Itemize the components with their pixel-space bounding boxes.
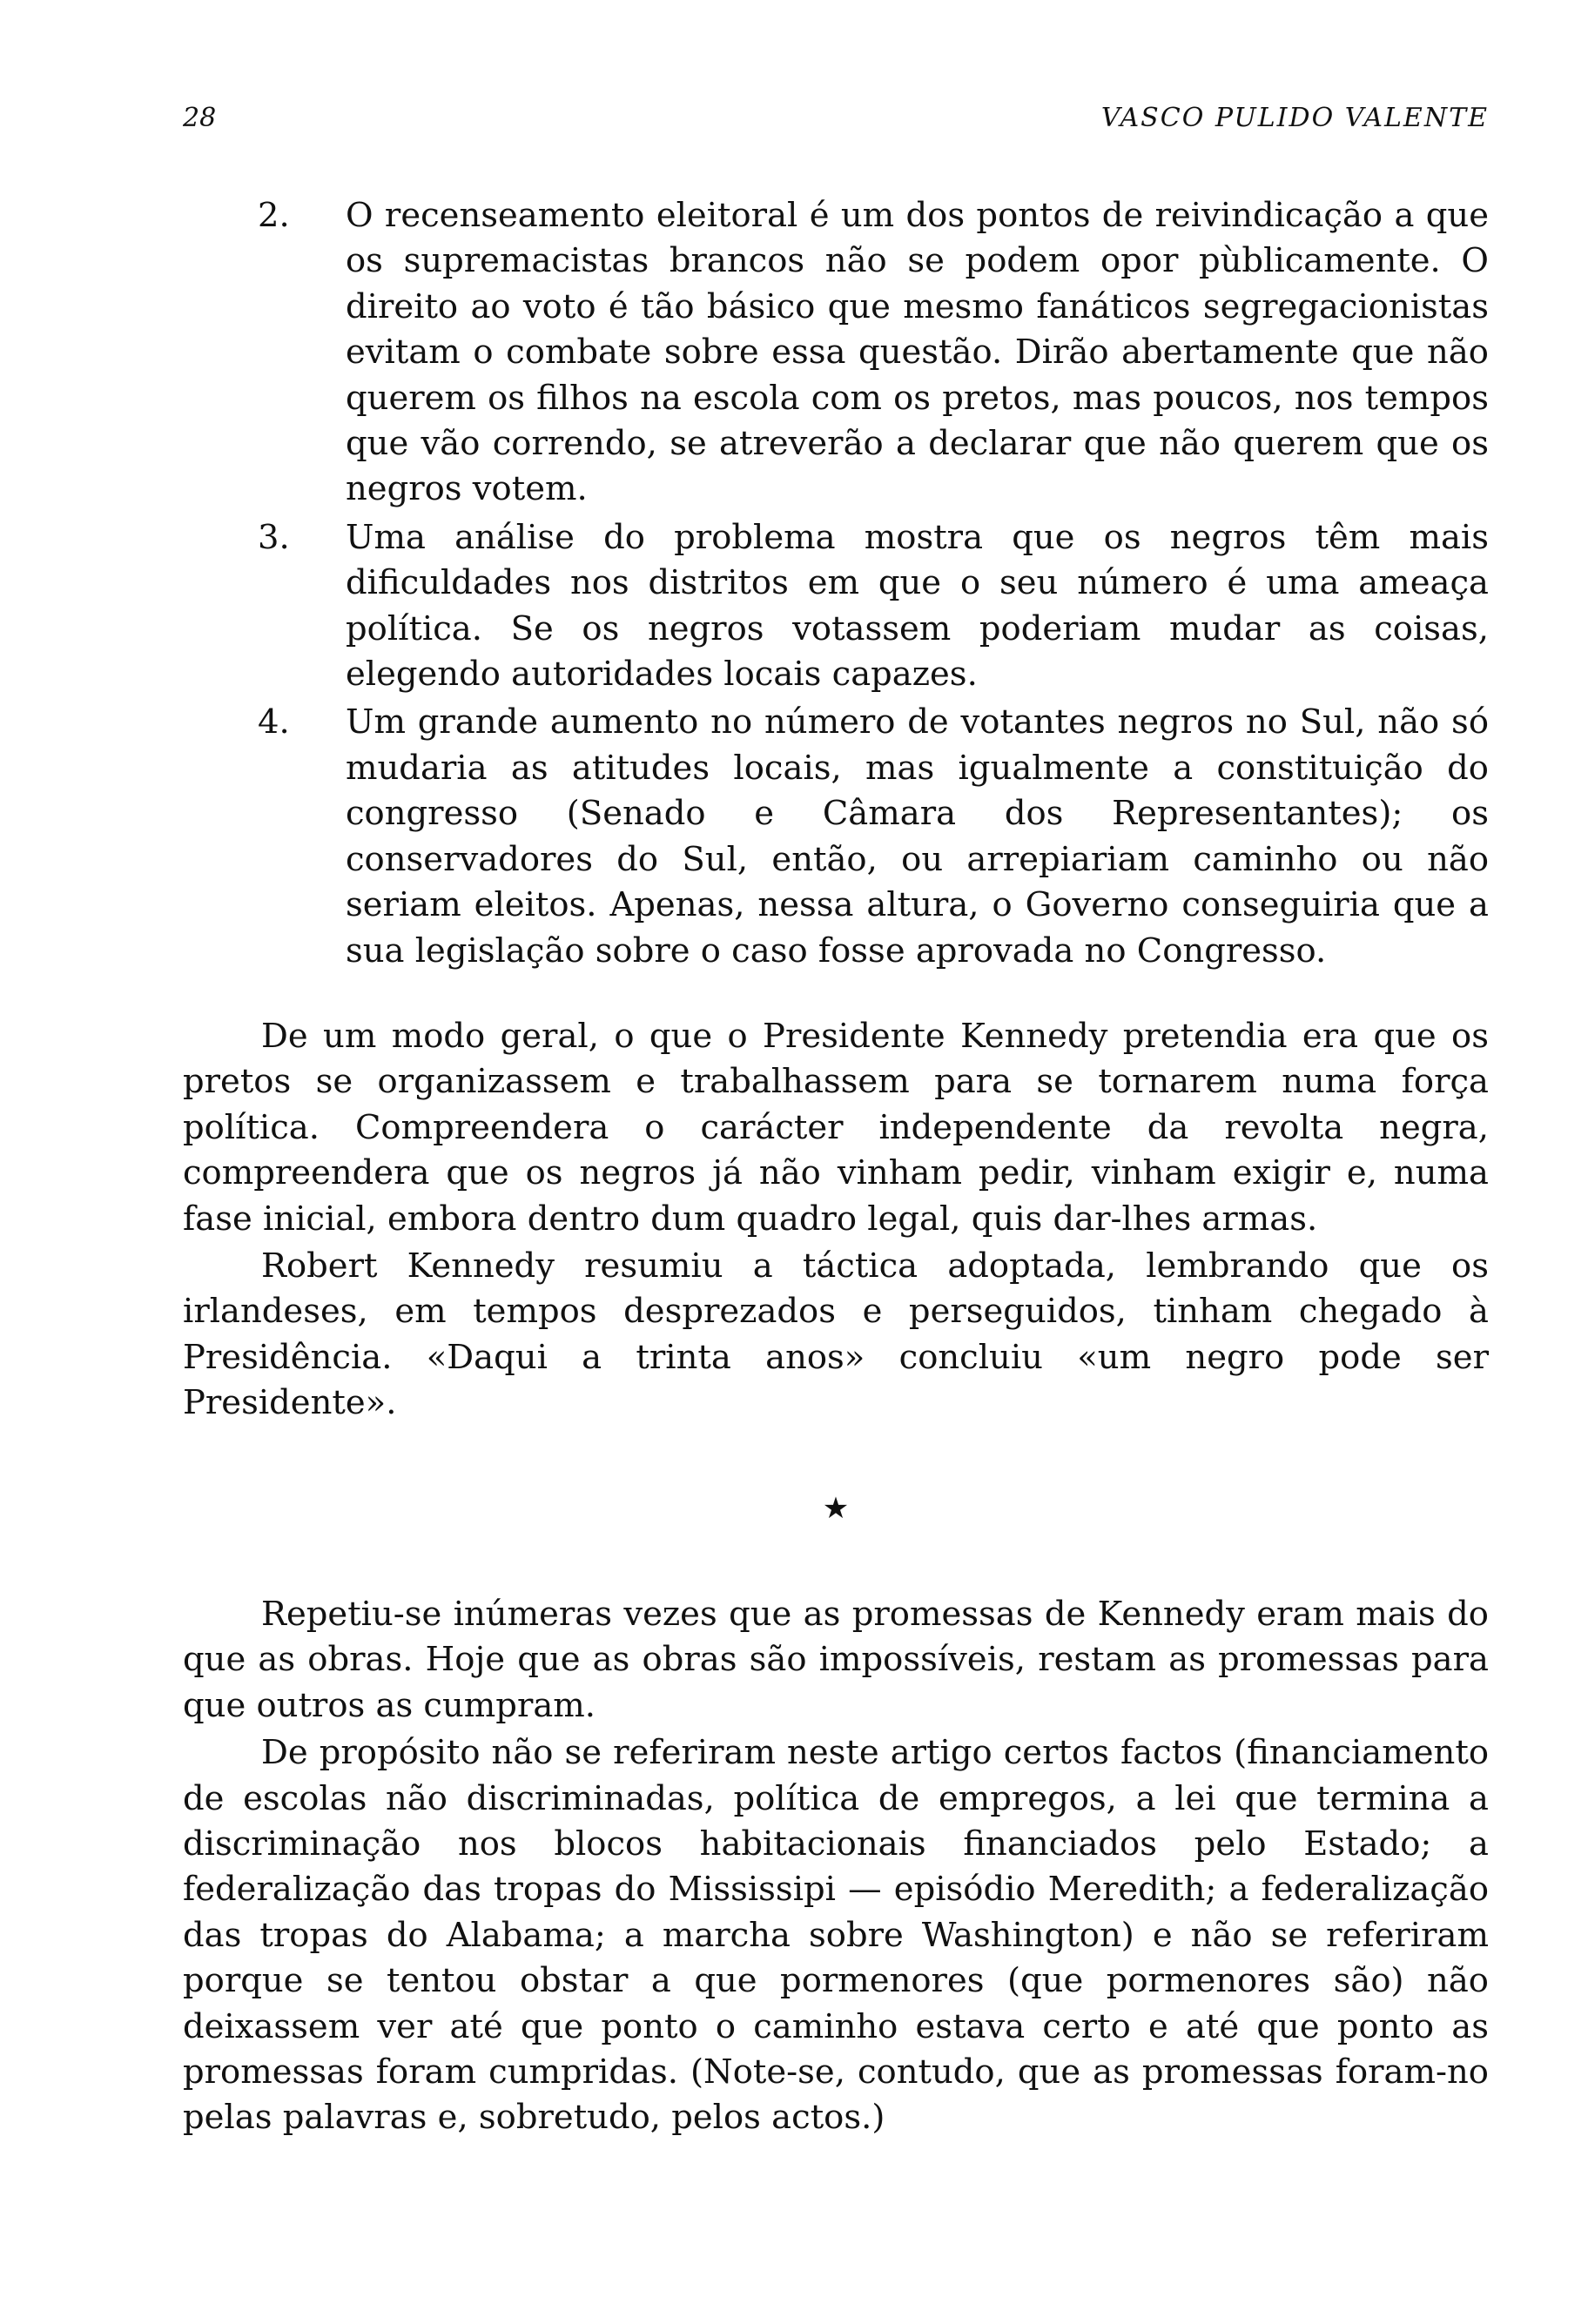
list-item-text: Uma análise do problema mostra que os negros têm mais dificuldades nos distritos em que o seu número é uma ameaça política. Se os negros votassem poderiam mudar as coisas, elegendo autoridades locais capazes. [346,517,1489,695]
list-item-number: 4. [258,702,290,742]
page-body [183,193,1489,2141]
list-item [183,193,1489,513]
paragraph: De propósito não se referiram neste artigo certos factos (financiamento de escolas não discriminadas, política de empregos, a lei que termina a discriminação nos blocos habitacionais financiados pelo Estado; a federalização das tropas do Mississipi — episódio Meredith; a federalização das tropas do Alabama; a marcha sobre Washington) e não se referiram porque se tentou obstar a que pormenores (que pormenores são) não deixassem ver até que ponto o caminho estava certo e até que ponto as promessas foram cumpridas. (Note-se, contudo, que as promessas foram-no pelas palavras e, sobretudo, pelos actos.) [183,1733,1489,2138]
list-item-text: O recenseamento eleitoral é um dos pontos de reivindicação a que os supremacistas brancos não se podem opor pùblicamente. O direito ao voto é tão básico que mesmo fanáticos segregacionistas evitam o combate sobre essa questão. Dirão abertamente que não querem os filhos na escola com os pretos, mas poucos, nos tempos que vão correndo, se atreverão a declarar que não querem que os negros votem. [346,196,1489,509]
running-head-author: VASCO PULIDO VALENTE [1100,103,1489,133]
paragraph: Robert Kennedy resumiu a táctica adoptada, lembrando que os irlandeses, em tempos desprezados e perseguidos, tinham chegado à Presidência. «Daqui a trinta anos» concluiu «um negro pode ser Presidente». [183,1246,1489,1423]
list-item [183,700,1489,973]
list-item-text: Um grande aumento no número de votantes negros no Sul, não só mudaria as atitudes locais, mas igualmente a constituição do congresso (Senado e Câmara dos Representantes); os conservadores do Sul, então, ou arrepiariam caminho ou não seriam eleitos. Apenas, nessa altura, o Governo conseguiria que a sua legislação sobre o caso fosse aprovada no Congresso. [346,702,1489,971]
page-number: 28 [183,103,217,133]
page-header [183,103,1489,138]
list-item-number: 2. [258,196,290,235]
section-break-star: ★ [822,1490,850,1526]
list-item-number: 3. [258,517,290,557]
list-item [183,515,1489,698]
paragraph: Repetiu-se inúmeras vezes que as promessas de Kennedy eram mais do que as obras. Hoje que as obras são impossíveis, restam as promessas para que outros as cumpram. [183,1594,1489,1725]
numbered-list [183,193,1489,974]
paragraph: De um modo geral, o que o Presidente Kennedy pretendia era que os pretos se organizassem e trabalhassem para se tornarem numa força política. Compreendera o carácter independente da revolta negra, compreendera que os negros já não vinham pedir, vinham exigir e, numa fase inicial, embora dentro dum quadro legal, quis dar-lhes armas. [183,1016,1489,1239]
